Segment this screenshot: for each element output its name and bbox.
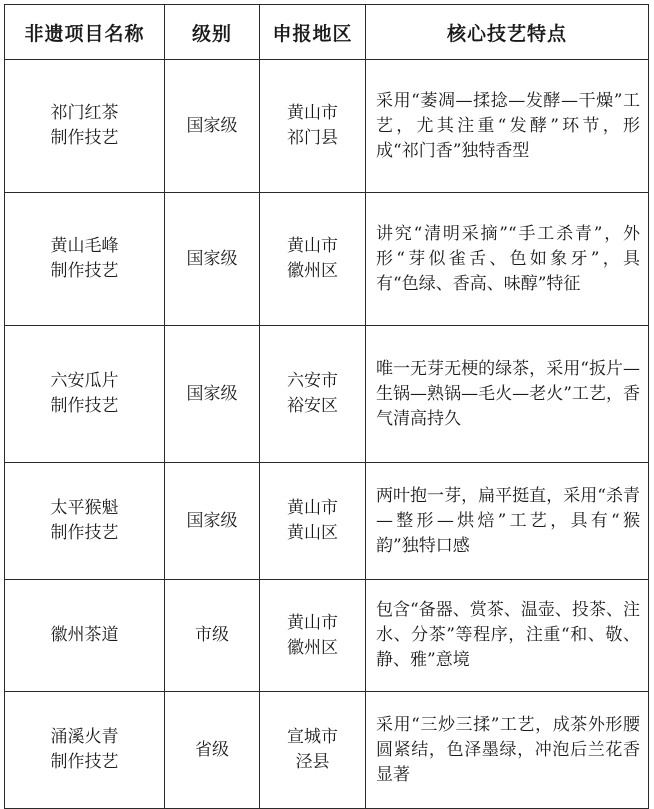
region-line: 黄山市 [287,103,338,123]
region-cell [260,463,366,580]
level-cell: 国家级 [165,463,260,580]
project-name-line: 太平猴魁 [50,498,119,518]
level-cell: 国家级 [165,60,260,193]
project-name-line: 徽州茶道 [50,625,119,645]
header-level: 级别 [165,5,260,60]
header-project-name: 非遗项目名称 [5,5,165,60]
level-cell: 市级 [165,580,260,692]
project-name-cell [5,326,165,463]
header-features: 核心技艺特点 [366,5,649,60]
table-row [5,60,649,193]
region-line: 宣城市 [287,727,338,747]
region-cell [260,692,366,809]
project-name-line: 六安瓜片 [50,371,119,391]
table-row [5,580,649,692]
region-line: 黄山市 [287,236,338,256]
level-cell: 国家级 [165,326,260,463]
region-line: 裕安区 [287,396,338,416]
feature-cell: 两叶抱一芽，扁平挺直，采用“杀青—整形—烘焙”工艺，具有“猴韵”独特口感 [366,463,649,580]
project-name-line: 制作技艺 [50,128,119,148]
table-row [5,463,649,580]
project-name-cell [5,60,165,193]
table-row [5,193,649,326]
region-cell [260,60,366,193]
project-name-cell [5,463,165,580]
level-cell: 省级 [165,692,260,809]
project-name-cell [5,580,165,692]
feature-cell: 唯一无芽无梗的绿茶，采用“扳片—生锅—熟锅—毛火—老火”工艺，香气清高持久 [366,326,649,463]
header-region: 申报地区 [260,5,366,60]
project-name-cell [5,193,165,326]
project-name-line: 涌溪火青 [50,727,119,747]
region-line: 徽州区 [287,637,338,658]
region-line: 黄山市 [287,612,338,633]
table-row [5,326,649,463]
region-cell [260,193,366,326]
region-line: 泾县 [295,752,330,772]
feature-cell: 采用“三炒三揉”工艺，成茶外形腰圆紧结，色泽墨绿，冲泡后兰花香显著 [366,692,649,809]
region-line: 黄山市 [287,498,338,518]
level-cell: 国家级 [165,193,260,326]
feature-cell: 讲究“清明采摘”“手工杀青”，外形“芽似雀舌、色如象牙”，具有“色绿、香高、味醇”特征 [366,193,649,326]
project-name-line: 黄山毛峰 [50,236,119,256]
region-line: 黄山区 [287,523,338,543]
project-name-line: 制作技艺 [50,396,119,416]
project-name-line: 制作技艺 [50,261,119,281]
project-name-line: 制作技艺 [50,523,119,543]
table-header-row [5,5,649,60]
project-name-cell [5,692,165,809]
heritage-table [4,4,649,809]
region-line: 六安市 [287,371,338,391]
project-name-line: 祁门红茶 [50,103,119,123]
region-cell [260,326,366,463]
feature-cell: 采用“萎凋—揉捻—发酵—干燥”工艺，尤其注重“发酵”环节，形成“祁门香”独特香型 [366,60,649,193]
region-line: 徽州区 [287,261,338,281]
feature-cell: 包含“备器、赏茶、温壶、投茶、注水、分茶”等程序，注重“和、敬、静、雅”意境 [366,580,649,692]
region-line: 祁门县 [287,128,338,148]
region-cell [260,580,366,692]
project-name-line: 制作技艺 [50,752,119,772]
table-row [5,692,649,809]
